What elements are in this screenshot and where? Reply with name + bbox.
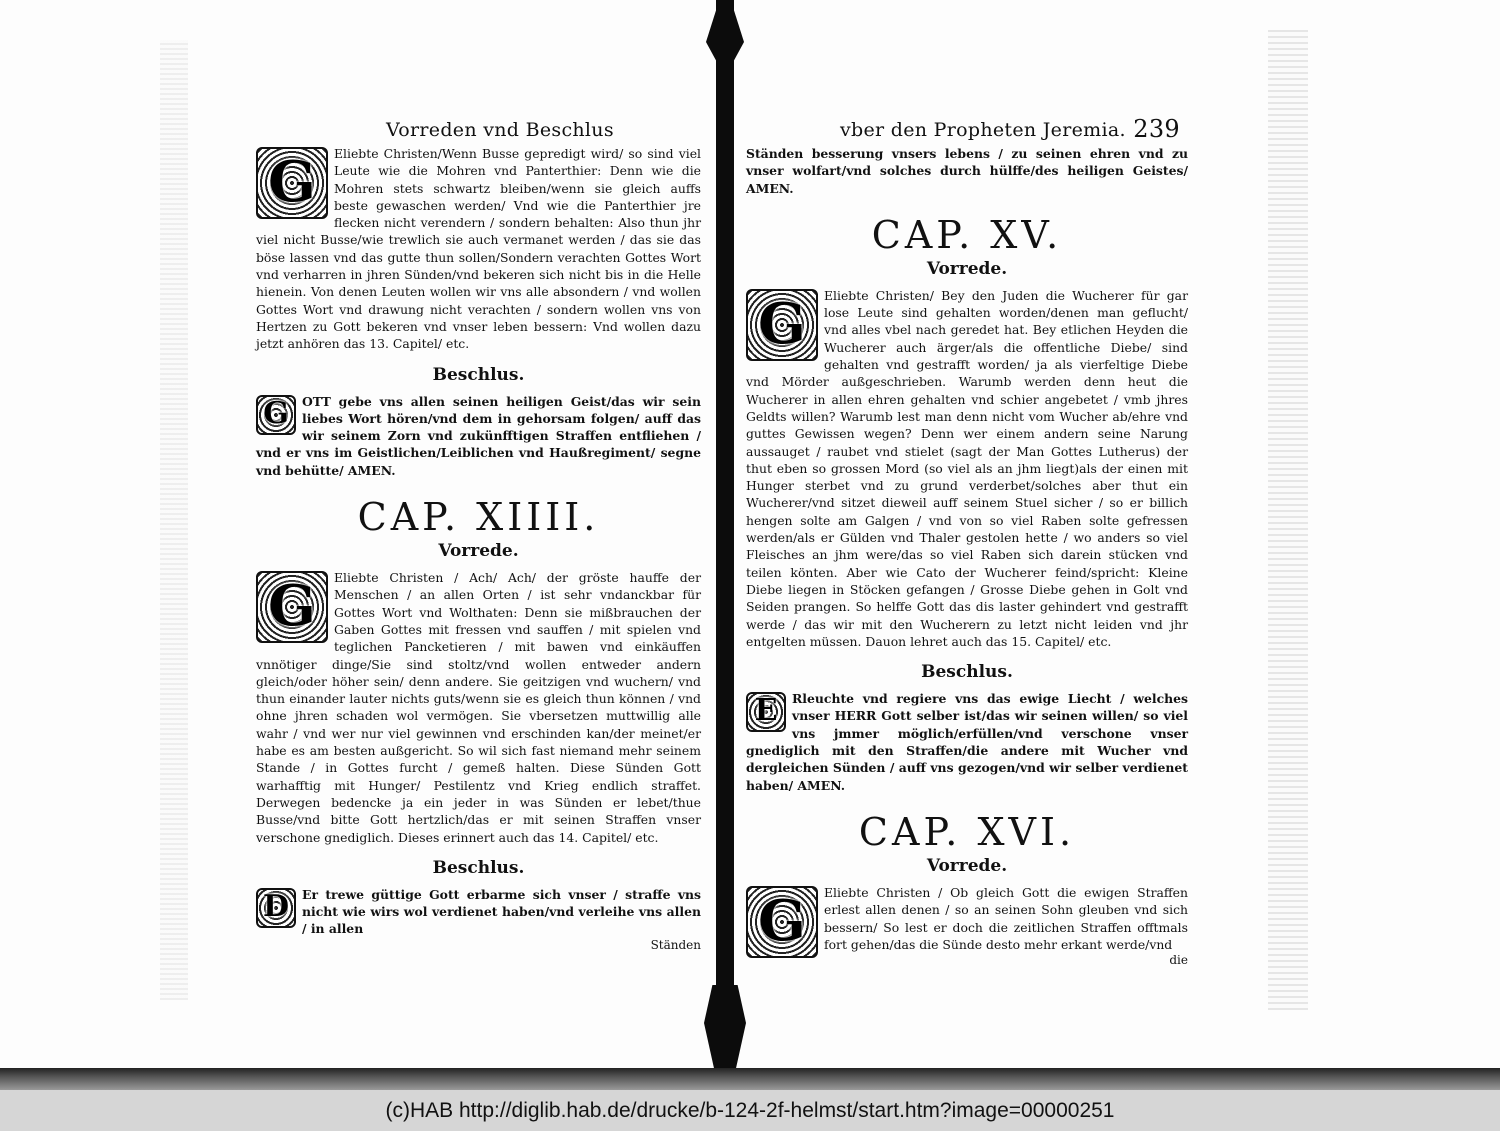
left-preface-xiii-text: Eliebte Christen/Wenn Busse gepredigt wird/ so sind viel Leute wie die Mohren vnd Panterthier: Denn wie die Mohren stets schwartz bleiben/wenn sie gleich auffs beste gewaschen werden/ Vnd wie die Panterthier jre flecken nicht verendern / sondern behalten: Also thun jhr viel nicht Busse/wie trewlich sie auch vermanet werden / das sie das böse lassen vnd das gutte thun sollen/Sondern verachten Gottes Wort vnd verharren in jhren Sünden/vnd bekeren sich nicht bis in die Helle hienein. Von denen Leuten wollen wir vns alle absondern / vnd wollen Gottes Wort vnd drawung nicht verachten / sondern wollen vns von Hertzen zu Gott bekeren vnd vnser leben bessern: Vnd wollen dazu jetzt anhören das 13. Capitel/ etc.: [256, 146, 701, 352]
chapter-subheading: Vorrede.: [926, 258, 1008, 279]
right-preface-xvi-text: Eliebte Christen / Ob gleich Gott die ewigen Straffen erlest allen denen / so an seinen Sohn gleuben vnd sich bessern/ So lest er doch die zeitlichen Straffen offtmals fort gehen/das die Sünde desto mehr erkant werde/vnd: [824, 884, 1188, 952]
right-running-head-text: vber den Propheten Jeremia.: [840, 119, 1126, 141]
left-conclusion-xiiii: [256, 886, 701, 938]
page-edge-left: [160, 40, 188, 1000]
left-conclusion-xiiii-text: Er trewe güttige Gott erbarme sich vnser / straffe vns nicht wie wirs wol verdienet haben/vnd verleihe vns allen / in allen: [302, 886, 701, 937]
left-preface-xiii: [256, 145, 701, 353]
decorated-initial: G: [256, 571, 328, 643]
right-conclusion-xv-text: Rleuchte vnd regiere vns das ewige Liecht / welches vnser HERR Gott selber ist/das wir seinen willen/ so viel vns jmmer möglich/erfüllen/vnd verschone vnser gnediglich mit den Straffen/die andere mit Wucher vnd dergleichen Sünden / auff vns gezogen/vnd wir selber verdienet haben/ AMEN.: [746, 691, 1188, 793]
left-page: [256, 115, 701, 952]
right-running-head: [746, 115, 1188, 145]
chapter-heading-xiiii: CAP. XIIII.: [357, 495, 600, 540]
right-conclusion-xv: [746, 690, 1188, 794]
right-conclusion-title: Beschlus.: [921, 662, 1013, 683]
chapter-subheading: Vorrede.: [926, 855, 1008, 876]
right-catchword: die: [1169, 953, 1188, 968]
chapter-heading-xv: CAP. XV.: [871, 212, 1063, 257]
page-edge-right: [1268, 30, 1308, 1010]
decorated-initial: G: [746, 886, 818, 958]
left-preface-xiiii-text: Eliebte Christen / Ach/ Ach/ der gröste hauffe der Menschen / an allen Orten / ist sehr vndanckbar für Gottes Wort vnd Wolthaten: Denn sie mißbrauchen der Gaben Gottes mit fressen vnd sauffen / mit spielen vnd teglichen Pancketieren / mit bawen vnd einkäuffen vnnötiger dinge/Sie sind stoltz/vnd wollen entweder andern gleich/oder höher sein/ denn andere. Sie geitzigen vnd wuchern/ vnd thun einander lauter nichts guts/wenn sie es gleich thun können / vnd ohne jhren schaden wol vermögen. Sie vbersetzen muttwillig alle wahr / vnd wer nur viel gewinnen vnd erschinden kan/der meinet/er habe es am besten außgericht. So wil sich fast niemand mehr seinem Stande / in Gottes furcht / gemeß halten. Diese Sünden Gott warhafftig mit Hunger/ Pestilentz vnd Krieg endlich straffet. Derwegen bedencke ja ein jeder in was Sünden er lebet/thue Busse/vnd bitte Gott hertzlich/das er mit seinen Straffen vnser verschone gnediglich. Dieses erinnert auch das 14. Capitel/ etc.: [256, 570, 701, 845]
book-gutter: [716, 0, 734, 1080]
right-page: [746, 115, 1188, 967]
left-catchword: Ständen: [650, 937, 701, 952]
chapter-heading-xvi: CAP. XVI.: [858, 809, 1076, 854]
chapter-subheading: Vorrede.: [438, 541, 519, 562]
right-continuation-text: Ständen besserung vnsers lebens / zu seinen ehren vnd zu vnser wolfart/vnd solches durch hülffe/des heiligen Geistes/ AMEN.: [746, 146, 1188, 196]
copyright-footer: (c)HAB http://diglib.hab.de/drucke/b-124-2f-helmst/start.htm?image=00000251: [0, 1090, 1500, 1131]
page-number: 239: [1133, 115, 1180, 143]
left-conclusion-title-1: Beschlus.: [432, 364, 525, 385]
decorated-initial: G: [256, 395, 296, 435]
right-preface-xv-text: Eliebte Christen/ Bey den Juden die Wucherer für gar lose Leute sind gehalten worden/denen man geflucht/ vnd alles vbel nach geredet hat. Bey etlichen Heyden die Wucherer auch ärger/als die offentliche Diebe/ sind gehalten vnd gestrafft worden/ ja als vierfeltige Diebe vnd Mörder außgeschrieben. Warumb werden denn heut die Wucherer in allen ehren gehalten vnd schier angebetet / vmb jhres Geldts willen? Warumb lest man denn nicht vom Wucher ab/ehre vnd guttes Gewissen wegen? Denn wer einem andern seine Narung aussauget / raubet vnd stielet (sagt der Man Gottes Lutherus) der thut eben so grossen Mord (so viel als an jhm liegt)als der einen mit Hunger sterbet vnd zu grund verderbet/solches aber thut ein Wucherer/vnd sitzet dieweil auff seinem Stuel sicher / so er billich hengen solte am Galgen / vnd von so viel Raben solte gefressen werden/als er Gülden vnd Thaler gestolen hette / wo anders so viel Fleisches an jhm were/das so viel Raben sich darein stücken vnd teilen könten. Aber wie Cato der Wucherer feind/spricht: Kleine Diebe liegen in Stöcken gefangen / Grosse Diebe gehen in Golt vnd Seiden prangen. So helffe Gott das dis laster gehindert vnd gestrafft werde / das wir mit den Wucherern zu letzt nicht leiden vnd jhr entgelten müssen. Dauon lehret auch das 15. Capitel/ etc.: [746, 287, 1188, 649]
left-running-head: [256, 115, 701, 145]
decorated-initial: E: [746, 692, 786, 732]
right-preface-xvi: [746, 884, 1188, 953]
left-conclusion-title-2: Beschlus.: [432, 857, 525, 878]
decorated-initial: G: [746, 289, 818, 361]
scan-bottom-edge: [0, 1068, 1500, 1090]
left-conclusion-xiii-text: OTT gebe vns allen seinen heiligen Geist/das wir sein liebes Wort hören/vnd dem in gehorsam folgen/ auff das wir seinem Zorn vnd zukünfftigen Straffen entfliehen / vnd er vns im Geistlichen/Leiblichen vnd Haußregiment/ segne vnd behütte/ AMEN.: [256, 393, 701, 478]
left-running-head-text: Vorreden vnd Beschlus: [386, 119, 614, 141]
right-preface-xv: [746, 287, 1188, 650]
decorated-initial: D: [256, 888, 296, 928]
decorated-initial: G: [256, 147, 328, 219]
left-preface-xiiii: [256, 569, 701, 846]
left-conclusion-xiii: [256, 393, 701, 479]
